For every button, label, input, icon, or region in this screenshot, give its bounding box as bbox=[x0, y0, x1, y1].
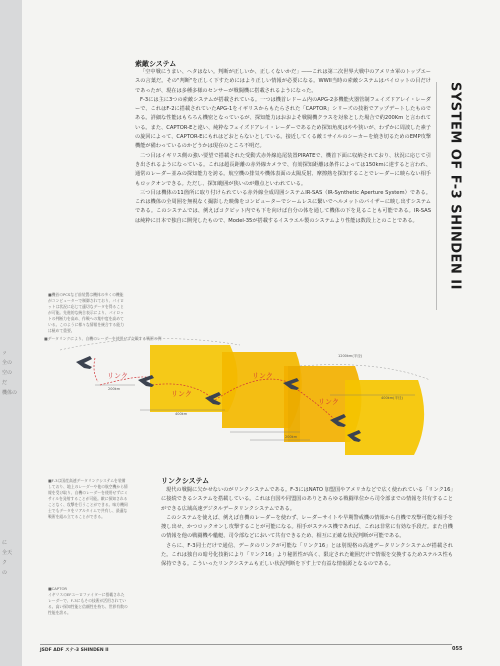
footer-title: JSDF ADF スナ-3 SHINDEN II bbox=[40, 648, 109, 653]
link-paragraph: 現代の戦闘に欠かせないのがリンクシステムである。F-3にはNATO 加盟国やアメリカなどで広く使われている「リンク16」に接続できるシステムを搭載している。これは自国や同盟国のありとあらゆる戦闘単位から司令部までの情報を共有することができる広域高速デジタルデータリンクシステムである。 bbox=[161, 487, 453, 512]
fragment-text: 全天 bbox=[2, 550, 13, 556]
distance-label: 1200km(半径) bbox=[338, 354, 363, 358]
radar-cone bbox=[345, 380, 424, 455]
caption-captor: ■CAPTOR イギリスのEFユーロファイターに搭載されたレーダーで、F-3にもその技術が活用されている。高い探知性能と信頼性を持ち、世界有数の性能を誇る。 bbox=[48, 586, 128, 615]
distance-label: 400km bbox=[175, 412, 188, 416]
side-title-text: SYSTEM OF F-3 SHINDEN II bbox=[447, 82, 463, 290]
fragment-text: 空の bbox=[2, 370, 13, 376]
caption-sensor: ■機首のPCSなど前装置は機体の多くの機能がコンピューターで制御されており、パイロットは状況に応じて適切なデータを得ることが可能。先進的な統合表示により、パイロットの判断力を高め、作戦への集中度を高めている。このように様々な情報を統合する能力は極めて重要。 bbox=[48, 292, 124, 333]
link-label: リンク bbox=[107, 372, 128, 380]
page-number: 055 bbox=[452, 646, 463, 652]
link-paragraph: さらに、F-3同士だけで通信、データのリンクが可能な「リンク16」とは別規格の高速データリンクシステムが搭載された。これは独自の暗号化技術により「リンク16」より秘匿性が高く、限定された範囲だけで情報を交換するためステルス性も保持できる。こういったリンクシステムも正しい状況判断を下す上で有益な情報源となるのである。 bbox=[161, 542, 453, 568]
fragment-text: に bbox=[2, 540, 8, 546]
fragment-text: の bbox=[2, 570, 8, 576]
distance-label: 200km bbox=[285, 435, 298, 439]
link-body bbox=[161, 486, 453, 570]
sensor-paragraph: 二つ目はイギリス側の強い要望で搭載された受動式赤外線追尾装置PIRATEで、機首下面に収納されており、状況に応じて引き出されるようになっている。これは超長距離の赤外線カメラで、有効探知距離は条件によっては150kmに達すると言われ、通常のレーダー並みの探知能力を誇る。航空機の排気や機体表面の太陽反射、摩擦熱を探知することでレーダーに映らない相手もロックオンできる。ただし、探知範囲が狭いのが難点といわれている。 bbox=[135, 152, 431, 187]
link-paragraph: このシステムを使えば、例えば自機のレーダーを使わず、レーダーサイトや早期警戒機の情報から自機で攻撃可能な相手を捜し出せ、かつロックオンし攻撃することが可能になる。相手がステルス機であれば、これは非常に有効な手段だ。また自機の情報を他の戦闘機や艦艇、司令部などにおいて共有できるため、相互に正確な状況判断が可能である。 bbox=[161, 514, 453, 540]
caption-datalink: ■F-3は国産高速データリンクシステムを装備しており、地上のレーダーや他の航空機から情報を受け取り、自機のレーダーを使用せずにミサイルを発射することが可能。敵に探知されることなく、攻撃を行うことができる。味方機同士でもデータをリアルタイムで共有し、最適な戦術を組み立てることができる。 bbox=[48, 478, 128, 519]
link-label: リンク bbox=[171, 390, 192, 398]
fragment-text: 全の bbox=[2, 360, 13, 366]
link-label: リンク bbox=[318, 398, 339, 406]
distance-label: 400km(半径) bbox=[381, 396, 403, 400]
fragment-text: 機体の bbox=[2, 390, 18, 396]
fragment-text: だ bbox=[2, 380, 8, 386]
fragment-text: ク bbox=[2, 560, 8, 566]
sensor-paragraph: F-3には主に3つの索敵システムが搭載されている。一つは機首レドーム内のAPG-2多機能火器管制フェイズドアレイ・レーダーで、これはF-2に搭載されていたAPG-1をイギリスからもたらされた「CAPTOR」シリーズの技術でアップデートしたものである。詳細な性能はもちろん機密となっているが、探知能力はおおよそ戦闘機クラスを対象とした場合で約200Km と言われている。また、CAPTOR-Eと違い、純粋なフェイズドアレイ・レーダーであるため探知角度はやや狭いが、わずかに周波した素子の旋回によって、CAPTOR-Eにもれはどおとらないとしている。接近してくる敵ミサイルのシーカーを焼き切るためのEMP攻撃機能が備わっているのかどうかは現在のところ不明だ。 bbox=[135, 96, 431, 150]
link-label: リンク bbox=[252, 372, 273, 380]
sensor-paragraph: 「空中戦にうまい、ヘタはない。判断が正しいか、正しくないかだ」――これは第二次世界大戦中のアメリカ軍のトップエースの言葉だ。その"判断"を正しく下すためにはより正しい情報が必要になる。WWII当時の索敵システムはパイロットの目だけであったが、現在は多種多様のセンサーが戦闘機に搭載されるようになった。 bbox=[135, 69, 431, 94]
sensor-paragraph: 三つ目は機体の11箇所に取り付けられている赤外線全成周囲システムIR-SAS（IR-Synthetic Aperture System）である。これは機体の全周囲を無視なく撮影した映像をコンピューターでシームレスに繋いでヘルメットのバイザーに映し出すシステムである。このシステムでは、例えばコクピット内でも下を向けば自分の体を通して機体の下を見ることも可能である。IR-SASは純粋に日本で独自に開発したもので、Model-35が搭載するイスラエル製のシステムより性能は数段上とのことである。 bbox=[135, 189, 431, 224]
aircraft-icon bbox=[76, 356, 92, 369]
sensor-heading: 索敵システム bbox=[135, 60, 177, 68]
diagram-caption: ■データリンクにより、自機のレーダーを使用せず交戦する戦術の例 bbox=[44, 336, 162, 341]
radar-cone-dark bbox=[288, 366, 300, 442]
link-line bbox=[94, 358, 98, 382]
footer-rule bbox=[40, 644, 452, 645]
adjacent-page-fragments bbox=[0, 0, 22, 666]
fragment-text: ッ bbox=[2, 350, 8, 356]
link-heading: リンクシステム bbox=[161, 477, 210, 485]
distance-label: 200km bbox=[108, 387, 121, 391]
